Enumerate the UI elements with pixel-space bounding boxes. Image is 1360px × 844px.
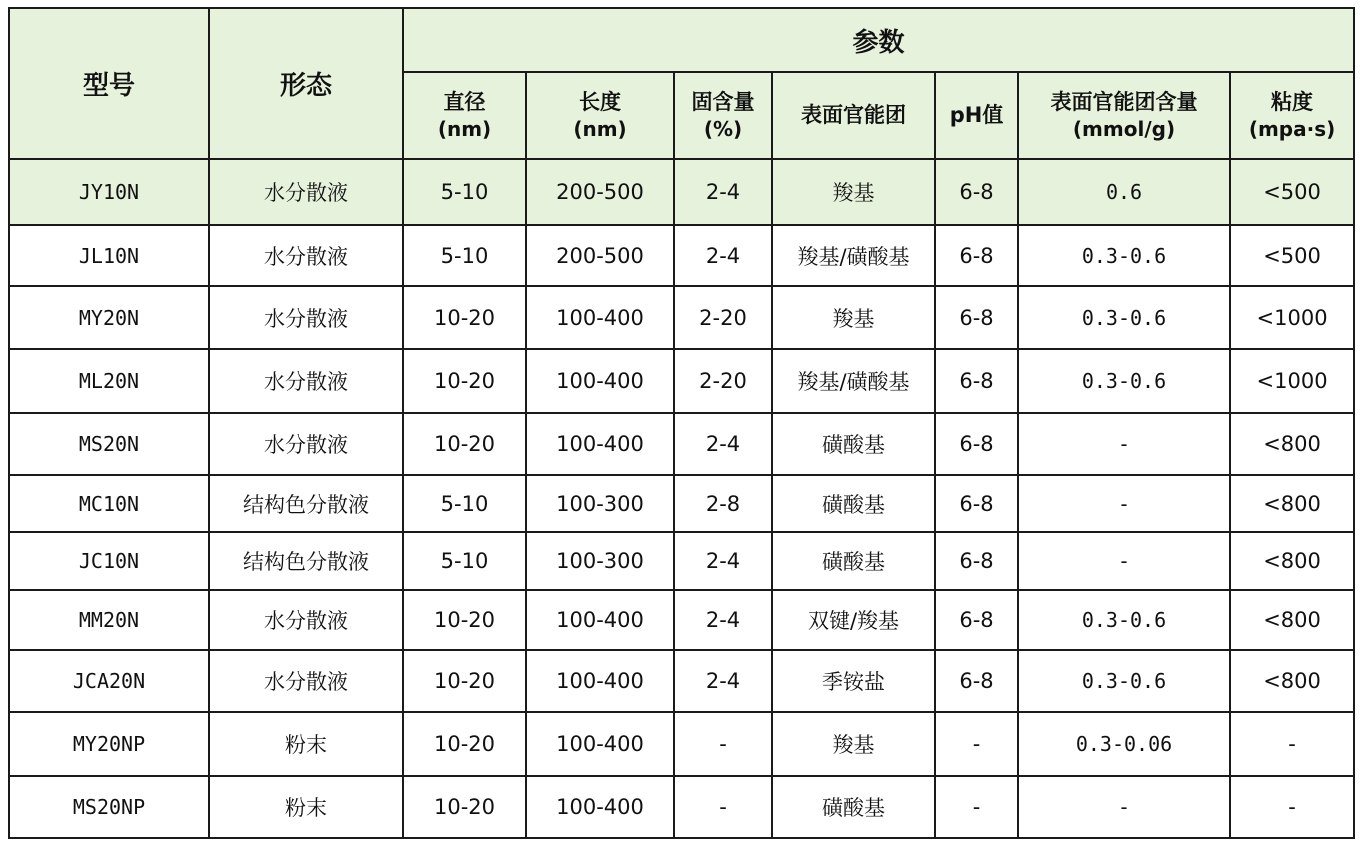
functional-group-cell: 季铵盐 (772, 650, 935, 712)
form-cell: 结构色分散液 (209, 475, 403, 532)
functional-group-cell: 羧基/磺酸基 (772, 349, 935, 413)
functional-group-cell: 磺酸基 (772, 532, 935, 590)
solid-content-cell: 2-4 (674, 650, 772, 712)
table-row (9, 776, 1354, 838)
functional-group-cell: 磺酸基 (772, 776, 935, 838)
header-viscosity: 粘度 (mpa·s) (1230, 72, 1354, 159)
ph-cell: 6-8 (935, 650, 1018, 712)
ph-cell: 6-8 (935, 159, 1018, 225)
diameter-cell: 5-10 (403, 159, 526, 225)
ph-cell: 6-8 (935, 413, 1018, 475)
header-ph: pH值 (935, 72, 1018, 159)
header-diameter: 直径 (nm) (403, 72, 526, 159)
form-cell: 结构色分散液 (209, 532, 403, 590)
model-cell: JCA20N (9, 650, 209, 712)
table-row (9, 712, 1354, 776)
ph-cell: - (935, 776, 1018, 838)
functional-group-cell: 磺酸基 (772, 413, 935, 475)
solid-content-cell: 2-20 (674, 286, 772, 349)
viscosity-cell: <800 (1230, 532, 1354, 590)
model-cell: MM20N (9, 590, 209, 650)
group-content-cell: - (1018, 475, 1230, 532)
viscosity-cell: <800 (1230, 650, 1354, 712)
table-row (9, 475, 1354, 532)
viscosity-cell: <800 (1230, 475, 1354, 532)
model-cell: MC10N (9, 475, 209, 532)
diameter-cell: 10-20 (403, 413, 526, 475)
diameter-cell: 5-10 (403, 475, 526, 532)
diameter-cell: 5-10 (403, 225, 526, 286)
table-row (9, 349, 1354, 413)
diameter-cell: 5-10 (403, 532, 526, 590)
viscosity-cell: <800 (1230, 590, 1354, 650)
diameter-cell: 10-20 (403, 776, 526, 838)
solid-content-cell: 2-4 (674, 225, 772, 286)
form-cell: 水分散液 (209, 413, 403, 475)
form-cell: 粉末 (209, 712, 403, 776)
group-content-cell: 0.3-0.06 (1018, 712, 1230, 776)
length-cell: 100-400 (526, 413, 674, 475)
length-cell: 100-300 (526, 475, 674, 532)
group-content-cell: - (1018, 413, 1230, 475)
diameter-cell: 10-20 (403, 349, 526, 413)
solid-content-cell: 2-8 (674, 475, 772, 532)
table-row (9, 159, 1354, 225)
diameter-cell: 10-20 (403, 590, 526, 650)
ph-cell: - (935, 712, 1018, 776)
form-cell: 水分散液 (209, 159, 403, 225)
table-row (9, 532, 1354, 590)
model-cell: MS20N (9, 413, 209, 475)
ph-cell: 6-8 (935, 532, 1018, 590)
viscosity-cell: <800 (1230, 413, 1354, 475)
viscosity-cell: <1000 (1230, 286, 1354, 349)
table-row (9, 650, 1354, 712)
group-content-cell: 0.3-0.6 (1018, 286, 1230, 349)
viscosity-cell: <500 (1230, 225, 1354, 286)
header-functional-group: 表面官能团 (772, 72, 935, 159)
model-cell: MY20NP (9, 712, 209, 776)
ph-cell: 6-8 (935, 475, 1018, 532)
solid-content-cell: 2-4 (674, 413, 772, 475)
length-cell: 100-400 (526, 349, 674, 413)
group-content-cell: 0.3-0.6 (1018, 349, 1230, 413)
length-cell: 100-400 (526, 776, 674, 838)
length-cell: 100-400 (526, 712, 674, 776)
solid-content-cell: - (674, 776, 772, 838)
viscosity-cell: <500 (1230, 159, 1354, 225)
length-cell: 200-500 (526, 225, 674, 286)
header-form: 形态 (209, 8, 403, 159)
model-cell: JC10N (9, 532, 209, 590)
product-spec-table (8, 7, 1355, 839)
length-cell: 100-400 (526, 590, 674, 650)
solid-content-cell: - (674, 712, 772, 776)
viscosity-cell: - (1230, 776, 1354, 838)
table-row (9, 286, 1354, 349)
form-cell: 水分散液 (209, 225, 403, 286)
ph-cell: 6-8 (935, 590, 1018, 650)
group-content-cell: 0.6 (1018, 159, 1230, 225)
functional-group-cell: 羧基 (772, 712, 935, 776)
table-row (9, 225, 1354, 286)
viscosity-cell: - (1230, 712, 1354, 776)
group-content-cell: - (1018, 776, 1230, 838)
header-length: 长度 (nm) (526, 72, 674, 159)
length-cell: 100-400 (526, 650, 674, 712)
ph-cell: 6-8 (935, 225, 1018, 286)
functional-group-cell: 磺酸基 (772, 475, 935, 532)
length-cell: 100-300 (526, 532, 674, 590)
functional-group-cell: 羧基/磺酸基 (772, 225, 935, 286)
diameter-cell: 10-20 (403, 650, 526, 712)
group-content-cell: - (1018, 532, 1230, 590)
solid-content-cell: 2-20 (674, 349, 772, 413)
viscosity-cell: <1000 (1230, 349, 1354, 413)
functional-group-cell: 羧基 (772, 286, 935, 349)
model-cell: MY20N (9, 286, 209, 349)
model-cell: JL10N (9, 225, 209, 286)
solid-content-cell: 2-4 (674, 590, 772, 650)
ph-cell: 6-8 (935, 349, 1018, 413)
model-cell: JY10N (9, 159, 209, 225)
form-cell: 水分散液 (209, 349, 403, 413)
model-cell: MS20NP (9, 776, 209, 838)
header-model: 型号 (9, 8, 209, 159)
diameter-cell: 10-20 (403, 712, 526, 776)
functional-group-cell: 双键/羧基 (772, 590, 935, 650)
solid-content-cell: 2-4 (674, 532, 772, 590)
functional-group-cell: 羧基 (772, 159, 935, 225)
group-content-cell: 0.3-0.6 (1018, 225, 1230, 286)
solid-content-cell: 2-4 (674, 159, 772, 225)
group-content-cell: 0.3-0.6 (1018, 650, 1230, 712)
header-solid-content: 固含量 (%) (674, 72, 772, 159)
form-cell: 水分散液 (209, 650, 403, 712)
header-params: 参数 (403, 8, 1354, 72)
diameter-cell: 10-20 (403, 286, 526, 349)
header-group-content: 表面官能团含量 (mmol/g) (1018, 72, 1230, 159)
form-cell: 水分散液 (209, 286, 403, 349)
group-content-cell: 0.3-0.6 (1018, 590, 1230, 650)
form-cell: 粉末 (209, 776, 403, 838)
table-row (9, 413, 1354, 475)
model-cell: ML20N (9, 349, 209, 413)
table-row (9, 590, 1354, 650)
length-cell: 100-400 (526, 286, 674, 349)
form-cell: 水分散液 (209, 590, 403, 650)
length-cell: 200-500 (526, 159, 674, 225)
ph-cell: 6-8 (935, 286, 1018, 349)
